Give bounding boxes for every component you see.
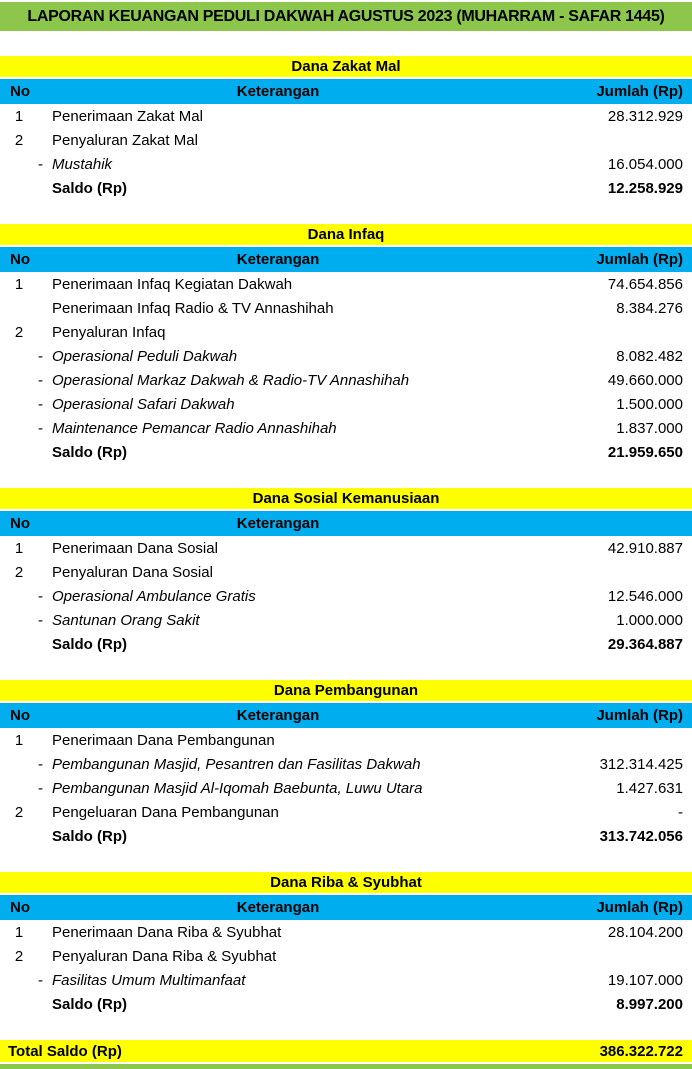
table-row <box>0 584 692 608</box>
row-number: 1 <box>14 539 24 557</box>
section-rows <box>0 272 692 464</box>
row-amount: 1.000.000 <box>616 611 683 629</box>
section-rows <box>0 536 692 656</box>
section-rows <box>0 104 692 200</box>
row-label: Penerimaan Dana Pembangunan <box>52 731 275 749</box>
column-header-keterangan: Keterangan <box>236 83 320 101</box>
row-label: Saldo (Rp) <box>52 995 127 1013</box>
section-title: Dana Pembangunan <box>0 680 692 701</box>
row-label: Fasilitas Umum Multimanfaat <box>52 971 246 989</box>
row-label: Saldo (Rp) <box>52 179 127 197</box>
table-row <box>0 128 692 152</box>
total-label: Total Saldo (Rp) <box>8 1042 122 1060</box>
section-title: Dana Sosial Kemanusiaan <box>0 488 692 509</box>
row-dash: - <box>38 587 43 605</box>
fund-section <box>0 488 692 656</box>
column-header-no: No <box>10 515 30 533</box>
table-row <box>0 344 692 368</box>
section-title: Dana Riba & Syubhat <box>0 872 692 893</box>
row-label: Penerimaan Infaq Radio & TV Annashihah <box>52 299 334 317</box>
table-row <box>0 152 692 176</box>
row-label: Penyaluran Dana Riba & Syubhat <box>52 947 277 965</box>
column-header-no: No <box>10 83 30 101</box>
column-header-jumlah: Jumlah (Rp) <box>596 251 683 269</box>
row-dash: - <box>38 395 43 413</box>
table-row <box>0 632 692 656</box>
table-row <box>0 368 692 392</box>
row-label: Penyaluran Dana Sosial <box>52 563 213 581</box>
column-header-row <box>0 79 692 104</box>
row-label: Maintenance Pemancar Radio Annashihah <box>52 419 337 437</box>
row-label: Operasional Peduli Dakwah <box>52 347 238 365</box>
row-dash: - <box>38 371 43 389</box>
fund-section <box>0 872 692 1016</box>
row-amount: 21.959.650 <box>607 443 683 461</box>
row-label: Operasional Markaz Dakwah & Radio-TV Annashihah <box>52 371 410 389</box>
table-row <box>0 992 692 1016</box>
row-dash: - <box>38 611 43 629</box>
column-header-row <box>0 511 692 536</box>
row-amount: 12.546.000 <box>607 587 683 605</box>
row-amount: 1.427.631 <box>616 779 683 797</box>
row-amount: - <box>678 803 683 821</box>
row-dash: - <box>38 419 43 437</box>
row-label: Penerimaan Zakat Mal <box>52 107 203 125</box>
column-header-no: No <box>10 251 30 269</box>
table-row <box>0 296 692 320</box>
column-header-no: No <box>10 707 30 725</box>
column-header-row <box>0 247 692 272</box>
table-row <box>0 752 692 776</box>
row-amount: 28.104.200 <box>607 923 683 941</box>
row-amount: 74.654.856 <box>607 275 683 293</box>
row-amount: 42.910.887 <box>607 539 683 557</box>
table-row <box>0 176 692 200</box>
table-row <box>0 776 692 800</box>
table-row <box>0 104 692 128</box>
section-title: Dana Zakat Mal <box>0 56 692 77</box>
column-header-keterangan: Keterangan <box>236 899 320 917</box>
table-row <box>0 440 692 464</box>
row-number: 2 <box>14 947 24 965</box>
row-label: Operasional Ambulance Gratis <box>52 587 256 605</box>
table-row <box>0 560 692 584</box>
row-amount: 29.364.887 <box>607 635 683 653</box>
row-amount: 8.082.482 <box>616 347 683 365</box>
row-amount: 19.107.000 <box>607 971 683 989</box>
total-amount: 386.322.722 <box>599 1042 683 1060</box>
row-label: Penyaluran Infaq <box>52 323 166 341</box>
table-row <box>0 800 692 824</box>
row-label: Pembangunan Masjid, Pesantren dan Fasilitas Dakwah <box>52 755 421 773</box>
row-dash: - <box>38 755 43 773</box>
row-dash: - <box>38 155 43 173</box>
row-label: Penerimaan Dana Sosial <box>52 539 218 557</box>
row-label: Mustahik <box>52 155 113 173</box>
row-amount: 28.312.929 <box>607 107 683 125</box>
row-dash: - <box>38 347 43 365</box>
row-number: 2 <box>14 131 24 149</box>
row-amount: 8.384.276 <box>616 299 683 317</box>
total-row <box>0 1040 692 1062</box>
row-label: Santunan Orang Sakit <box>52 611 200 629</box>
column-header-jumlah: Jumlah (Rp) <box>596 899 683 917</box>
row-label: Penyaluran Zakat Mal <box>52 131 198 149</box>
table-row <box>0 824 692 848</box>
row-number: 1 <box>14 275 24 293</box>
fund-section <box>0 224 692 464</box>
table-row <box>0 728 692 752</box>
row-amount: 16.054.000 <box>607 155 683 173</box>
column-header-keterangan: Keterangan <box>236 707 320 725</box>
sections-container <box>0 56 692 1040</box>
table-row <box>0 392 692 416</box>
section-rows <box>0 728 692 848</box>
row-amount: 312.314.425 <box>599 755 683 773</box>
fund-section <box>0 56 692 200</box>
table-row <box>0 272 692 296</box>
row-dash: - <box>38 779 43 797</box>
row-amount: 1.837.000 <box>616 419 683 437</box>
table-row <box>0 608 692 632</box>
row-number: 1 <box>14 923 24 941</box>
row-label: Operasional Safari Dakwah <box>52 395 235 413</box>
report-title: LAPORAN KEUANGAN PEDULI DAKWAH AGUSTUS 2023 (MUHARRAM - SAFAR 1445) <box>27 7 665 25</box>
table-row <box>0 944 692 968</box>
report-title-bar <box>0 2 692 31</box>
row-number: 2 <box>14 803 24 821</box>
row-amount: 8.997.200 <box>616 995 683 1013</box>
column-header-jumlah: Jumlah (Rp) <box>596 83 683 101</box>
table-row <box>0 536 692 560</box>
row-number: 1 <box>14 731 24 749</box>
row-label: Pembangunan Masjid Al-Iqomah Baebunta, Luwu Utara <box>52 779 423 797</box>
row-number: 2 <box>14 323 24 341</box>
table-row <box>0 968 692 992</box>
row-label: Saldo (Rp) <box>52 827 127 845</box>
row-amount: 49.660.000 <box>607 371 683 389</box>
column-header-row <box>0 895 692 920</box>
row-number: 1 <box>14 107 24 125</box>
row-label: Pengeluaran Dana Pembangunan <box>52 803 279 821</box>
section-rows <box>0 920 692 1016</box>
footer-bar <box>0 1064 692 1069</box>
table-row <box>0 920 692 944</box>
row-label: Penerimaan Infaq Kegiatan Dakwah <box>52 275 293 293</box>
table-row <box>0 416 692 440</box>
section-title: Dana Infaq <box>0 224 692 245</box>
row-label: Saldo (Rp) <box>52 443 127 461</box>
fund-section <box>0 680 692 848</box>
row-amount: 313.742.056 <box>599 827 683 845</box>
row-dash: - <box>38 971 43 989</box>
column-header-row <box>0 703 692 728</box>
table-row <box>0 320 692 344</box>
column-header-jumlah: Jumlah (Rp) <box>596 707 683 725</box>
column-header-keterangan: Keterangan <box>236 515 320 533</box>
row-amount: 1.500.000 <box>616 395 683 413</box>
row-label: Penerimaan Dana Riba & Syubhat <box>52 923 282 941</box>
column-header-no: No <box>10 899 30 917</box>
row-label: Saldo (Rp) <box>52 635 127 653</box>
row-number: 2 <box>14 563 24 581</box>
column-header-keterangan: Keterangan <box>236 251 320 269</box>
row-amount: 12.258.929 <box>607 179 683 197</box>
